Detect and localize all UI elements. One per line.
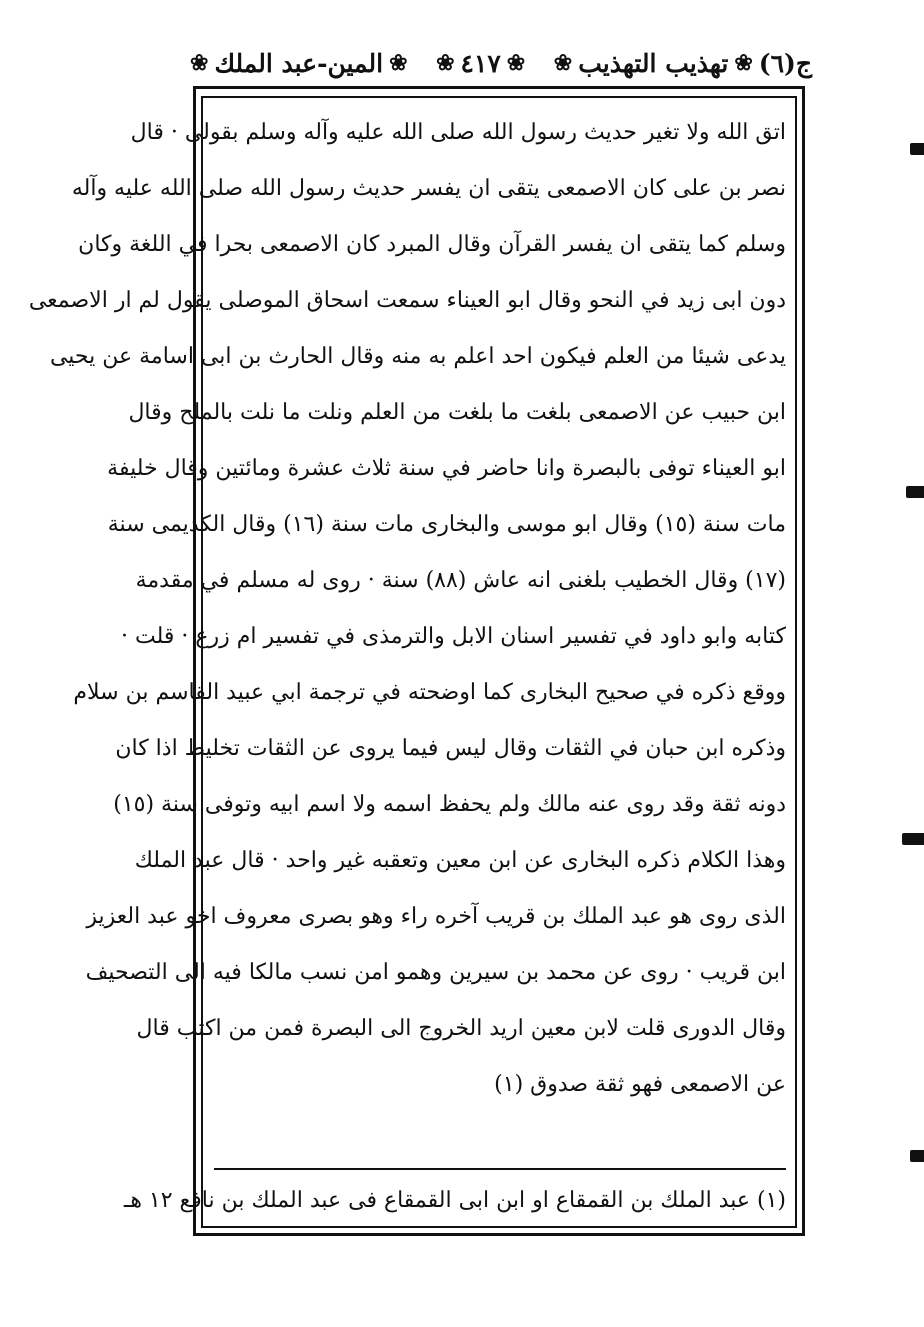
text-line: ابن حبيب عن الاصمعى بلغت ما بلغت من العلم ونلت ما نلت بالملح وقال	[128, 400, 786, 425]
text-line: مات سنة (١٥) وقال ابو موسى والبخارى مات سنة (١٦) وقال الكديمى سنة	[107, 512, 786, 537]
scan-edge-mark	[910, 143, 924, 155]
text-line: يدعى شيئا من العلم فيكون احد اعلم به منه وقال الحارث بن ابى اسامة عن يحيى	[49, 344, 786, 369]
section-title: المين-عبد الملك	[214, 48, 384, 78]
text-line: وسلم كما يتقى ان يفسر القرآن وقال المبرد كان الاصمعى بحرا في اللغة وكان	[78, 232, 786, 257]
text-line: وقال الدورى قلت لابن معين اريد الخروج الى البصرة فمن من اكتب قال	[136, 1016, 786, 1041]
ornament-icon: ❀	[190, 50, 209, 76]
ornament-icon: ❀	[553, 50, 573, 76]
page-header	[190, 38, 812, 88]
text-line: وهذا الكلام ذكره البخارى عن ابن معين وتعقبه غير واحد · قال عبد الملك	[134, 848, 786, 873]
header-page-number	[436, 49, 525, 78]
ornament-icon: ❀	[436, 50, 455, 76]
text-line: كتابه وابو داود في تفسير اسنان الابل والترمذى في تفسير ام زرع · قلت ·	[121, 624, 786, 649]
text-line: دونه ثقة وقد روى عنه مالك ولم يحفظ اسمه ولا اسم ابيه وتوفى سنة (١٥)	[113, 792, 786, 817]
text-line: اتق الله ولا تغير حديث رسول الله صلى الله عليه وآله وسلم بقولى · قال	[130, 120, 786, 145]
scan-edge-mark	[902, 833, 924, 845]
text-line: (١٧) وقال الخطيب بلغنى انه عاش (٨٨) سنة · روى له مسلم في مقدمة	[135, 568, 786, 593]
text-line: عن الاصمعى فهو ثقة صدوق (١)	[494, 1072, 786, 1097]
text-line: نصر بن على كان الاصمعى يتقى ان يفسر حديث رسول الله صلى الله عليه وآله	[71, 176, 786, 201]
volume-label: ج(٦)	[758, 48, 812, 78]
text-line: وذكره ابن حبان في الثقات وقال ليس فيما يروى عن الثقات تخليط اذا كان	[115, 736, 786, 761]
scan-edge-mark	[906, 486, 924, 498]
scan-edge-mark	[910, 1150, 924, 1162]
text-line: الذى روى هو عبد الملك بن قريب آخره راء وهو بصرى معروف اخو عبد العزيز	[86, 904, 786, 929]
body-text	[28, 105, 786, 1113]
book-title: تهذيب التهذيب	[578, 48, 729, 78]
text-line: ابن قريب · روى عن محمد بن سيرين وهمو امن نسب مالكا فيه الى التصحيف	[85, 960, 786, 985]
ornament-icon: ❀	[506, 50, 526, 76]
text-line: ابو العيناء توفى بالبصرة وانا حاضر في سنة ثلاث عشرة ومائتين وقال خليفة	[107, 456, 786, 481]
header-section	[190, 49, 408, 78]
text-line: دون ابى زيد في النحو وقال ابو العيناء سمعت اسحاق الموصلى يقول لم ار الاصمعى	[28, 288, 786, 313]
ornament-icon: ❀	[389, 50, 408, 76]
footnote: (١) عبد الملك بن القمقاع او ابن ابى القمقاع فى عبد الملك بن نافع ١٢ هـ	[123, 1188, 786, 1213]
text-line: ووقع ذكره في صحيح البخارى كما اوضحته في ترجمة ابي عبيد القاسم بن سلام	[73, 680, 786, 705]
ornament-icon: ❀	[734, 50, 753, 76]
footnote-divider	[214, 1168, 786, 1170]
page-number: ٤١٧	[460, 48, 501, 78]
header-volume-title	[554, 49, 812, 78]
